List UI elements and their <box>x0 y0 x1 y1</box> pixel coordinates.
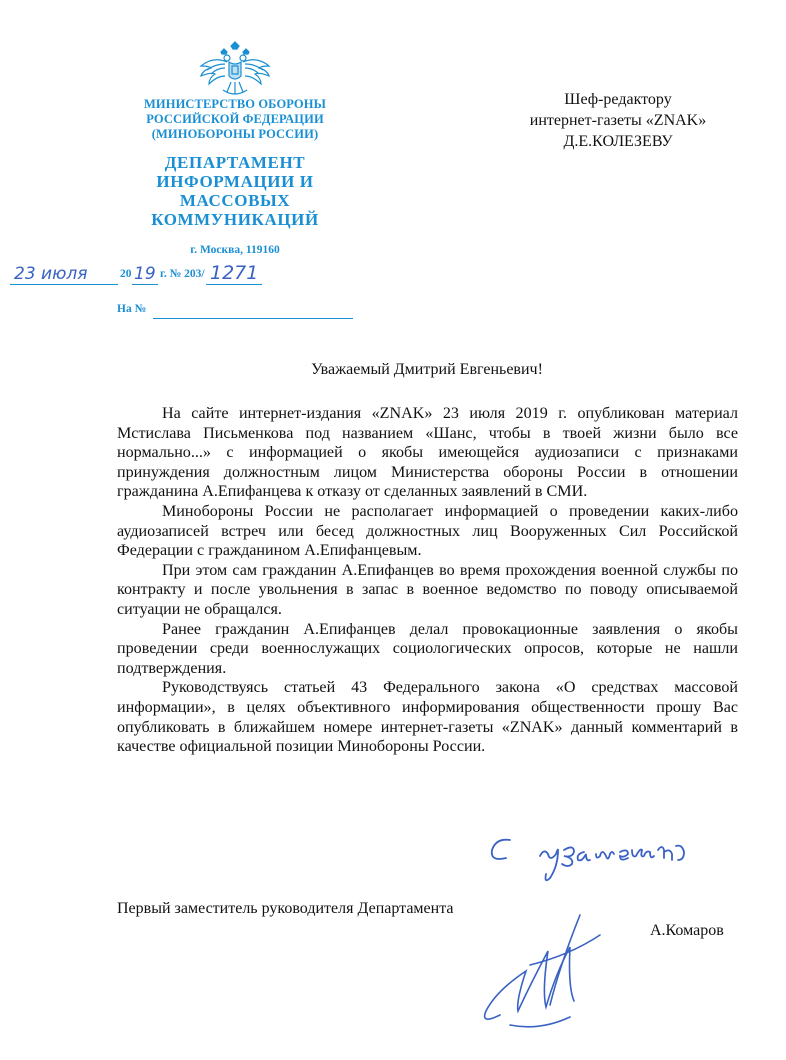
registration-year: 19 <box>134 264 156 284</box>
signatory-position: Первый заместитель руководителя Департамента <box>117 900 454 917</box>
body-paragraph: Минобороны России не располагает информацией о проведении каких-либо аудиозаписей встреч или бесед должностных лиц Вооруженных Сил Российской Федерации с гражданином А.Епифанцевым. <box>117 502 738 560</box>
department-address: г. Москва, 119160 <box>190 244 280 256</box>
handwritten-respect-icon <box>480 826 710 896</box>
body-paragraph: При этом сам гражданин А.Епифанцев во время прохождения военной службы по контракту и после увольнения в запас в военное ведомство по поводу описываемой ситуации не обращался. <box>117 561 738 618</box>
registration-line <box>10 262 280 292</box>
department-line: МАССОВЫХ <box>179 191 291 210</box>
double-headed-eagle-emblem-icon <box>195 40 275 98</box>
body-paragraph: Руководствуясь статьей 43 Федерального закона «О средствах массовой информации», в целях объективного информирования общественности прошу Вас опубликовать в ближайшем номере интернет-газеты «ZNAK» данный комментарий в качестве официальной позиции Минобороны России. <box>117 679 738 756</box>
addressee-block <box>498 89 738 152</box>
handwritten-signature-icon <box>470 895 640 1045</box>
ministry-line: МИНИСТЕРСТВО ОБОРОНЫ <box>144 97 326 111</box>
ministry-name <box>100 97 370 142</box>
addressee-line: Шеф-редактору <box>564 91 672 108</box>
signatory-name: А.Комаров <box>650 922 724 939</box>
registration-year-prefix: 20 <box>120 268 132 280</box>
ministry-line: РОССИЙСКОЙ ФЕДЕРАЦИИ <box>146 112 324 126</box>
department-name <box>100 153 370 229</box>
registration-number-label: г. № 203/ <box>160 268 205 280</box>
body-paragraph: На сайте интернет-издания «ZNAK» 23 июля 2019 г. опубликован материал Мстислава Письменкова под названием «Шанс, чтобы в твоей жизни было все нормально...» с информацией о якобы имеющейся аудиозаписи с признаками принуждения должностным лицом Министерства обороны России в отношении гражданина А.Епифанцева к отказу от сделанных заявлений в СМИ. <box>117 405 738 501</box>
reference-label: На № <box>117 303 147 315</box>
addressee-line: интернет-газеты «ZNAK» <box>529 112 707 129</box>
addressee-line: Д.Е.КОЛЕЗЕВУ <box>563 133 673 150</box>
department-line: ИНФОРМАЦИИ И <box>156 172 314 191</box>
department-line: КОММУНИКАЦИЙ <box>151 210 319 229</box>
department-line: ДЕПАРТАМЕНТ <box>164 153 306 172</box>
salutation: Уважаемый Дмитрий Евгеньевич! <box>311 361 543 378</box>
body-paragraph: Ранее гражданин А.Епифанцев делал провокационные заявления о якобы проведении среди военнослужащих социологических опросов, которые не нашли подтверждения. <box>117 620 738 677</box>
letter-body <box>117 404 738 757</box>
reference-line <box>117 303 357 323</box>
ministry-line: (МИНОБОРОНЫ РОССИИ) <box>151 127 319 141</box>
registration-date: 23 июля <box>14 264 88 284</box>
registration-number: 1271 <box>210 262 259 284</box>
